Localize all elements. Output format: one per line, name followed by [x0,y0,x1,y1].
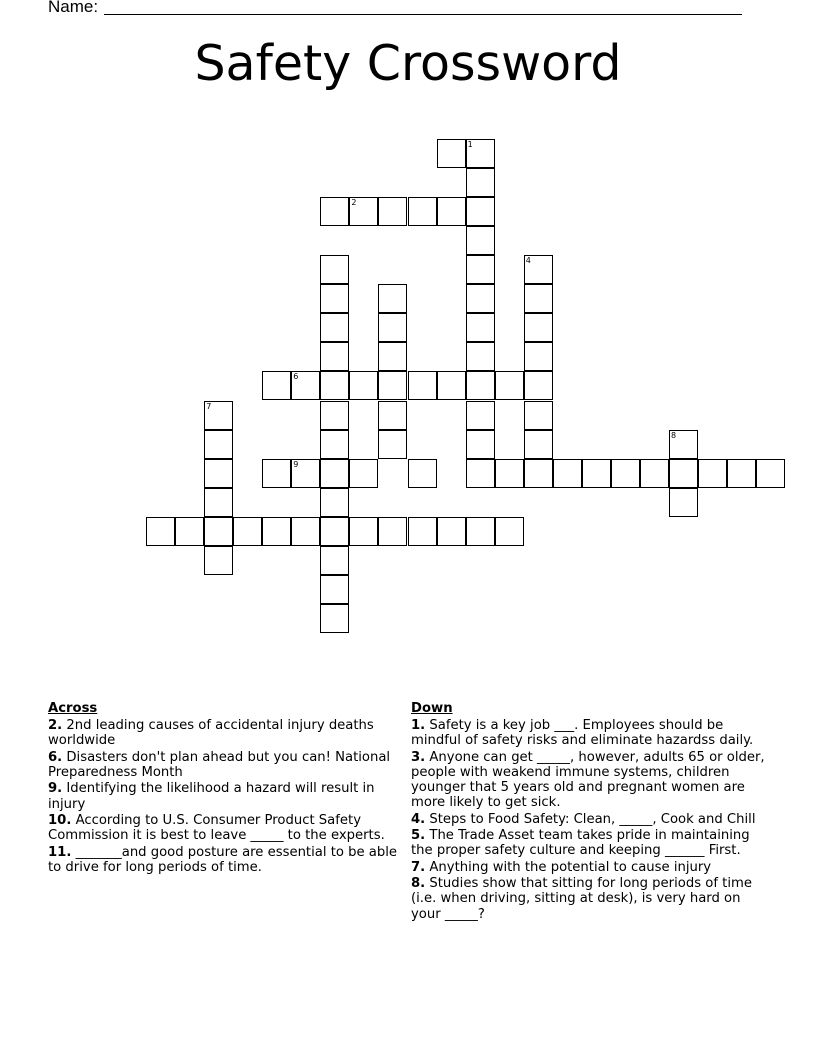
clue-number: 2 [351,198,357,208]
grid-cell[interactable] [204,546,233,575]
grid-cell[interactable] [320,197,349,226]
grid-cell[interactable] [437,371,466,400]
grid-cell[interactable] [437,197,466,226]
grid-cell[interactable] [378,401,407,430]
across-clues [48,701,404,876]
across-clue [48,750,404,780]
grid-cell[interactable] [466,255,495,284]
grid-cell[interactable] [495,517,524,546]
grid-cell[interactable] [466,284,495,313]
down-clues [411,701,773,923]
grid-cell[interactable] [291,371,320,400]
grid-cell[interactable] [262,517,291,546]
grid-cell[interactable] [495,459,524,488]
grid-cell[interactable] [408,371,437,400]
down-clue [411,876,773,922]
grid-cell[interactable] [611,459,640,488]
page-title: Safety Crossword [194,35,622,92]
clue-number: 11. [48,844,72,860]
grid-cell[interactable] [524,255,553,284]
clue-text: The Trade Asset team takes pride in maintaining the proper safety culture and keeping ______ First. [411,828,750,859]
clue-text: _______and good posture are essential to be able to drive for long periods of time. [48,844,398,875]
down-clue [411,718,773,748]
grid-cell[interactable] [320,313,349,342]
grid-cell[interactable] [466,313,495,342]
grid-cell[interactable] [320,430,349,459]
clue-text: Anything with the potential to cause injury [429,859,712,875]
clue-number: 1 [467,140,473,150]
grid-cell[interactable] [582,459,611,488]
grid-cell[interactable] [291,459,320,488]
grid-cell[interactable] [466,371,495,400]
grid-cell[interactable] [378,284,407,313]
grid-cell[interactable] [669,459,698,488]
down-clue [411,860,773,875]
grid-cell[interactable] [669,430,698,459]
grid-cell[interactable] [320,604,349,633]
grid-cell[interactable] [320,342,349,371]
grid-cell[interactable] [408,459,437,488]
clue-number: 3. [411,749,426,765]
grid-cell[interactable] [320,488,349,517]
grid-cell[interactable] [495,371,524,400]
grid-cell[interactable] [466,226,495,255]
clue-text: Studies show that sitting for long periods of time (i.e. when driving, sitting at desk), is very hard on your _____? [411,876,752,922]
grid-cell[interactable] [466,459,495,488]
across-clue [48,845,404,875]
grid-cell[interactable] [320,517,349,546]
across-clue [48,718,404,748]
clue-text: According to U.S. Consumer Product Safety Commission it is best to leave _____ to the experts. [48,812,385,844]
down-heading: Down [411,701,453,716]
grid-cell[interactable] [320,255,349,284]
grid-cell[interactable] [466,517,495,546]
grid-cell[interactable] [262,371,291,400]
clue-number: 9 [293,459,299,469]
grid-cell[interactable] [378,371,407,400]
grid-cell[interactable] [262,459,291,488]
clue-text: Anyone can get _____, however, adults 65 or older, people with weakend immune systems, children younger that 5 years old and pregnant women are more likely to get sick. [411,749,765,811]
grid-cell[interactable] [349,459,378,488]
grid-cell[interactable] [320,546,349,575]
grid-cell[interactable] [320,459,349,488]
grid-cell[interactable] [204,459,233,488]
clue-text: Disasters don't plan ahead but you can! National Preparedness Month [48,749,391,780]
grid-cell[interactable] [756,459,785,488]
grid-cell[interactable] [466,401,495,430]
grid-cell[interactable] [378,430,407,459]
grid-cell[interactable] [727,459,756,488]
across-heading: Across [48,701,98,716]
grid-cell[interactable] [408,517,437,546]
grid-cell[interactable] [349,371,378,400]
across-clue [48,781,404,811]
grid-cell[interactable] [669,488,698,517]
clue-number: 7 [206,401,212,411]
grid-cell[interactable] [320,371,349,400]
grid-cell[interactable] [320,575,349,604]
grid-cell[interactable] [408,197,437,226]
clue-number: 6 [293,372,299,382]
down-clue [411,828,773,858]
clue-number: 9. [48,781,63,797]
across-clue [48,813,404,843]
grid-cell[interactable] [466,197,495,226]
clue-number: 10. [48,812,72,828]
down-clue-list [411,718,773,922]
grid-cell[interactable] [378,342,407,371]
clue-number: 5. [411,828,426,844]
grid-cell[interactable] [146,517,175,546]
down-clue [411,812,773,827]
grid-cell[interactable] [524,459,553,488]
grid-cell[interactable] [437,139,466,168]
grid-cell[interactable] [524,284,553,313]
grid-cell[interactable] [291,517,320,546]
grid-cell[interactable] [466,168,495,197]
clue-number: 7. [411,859,426,875]
down-clue [411,750,773,811]
clue-text: Steps to Food Safety: Clean, _____, Cook and Chill [429,811,756,827]
grid-cell[interactable] [349,517,378,546]
clue-number: 4 [525,256,531,266]
grid-cell[interactable] [378,197,407,226]
grid-cell[interactable] [320,284,349,313]
grid-cell[interactable] [524,313,553,342]
grid-cell[interactable] [378,517,407,546]
grid-cell[interactable] [524,342,553,371]
clue-text: Identifying the likelihood a hazard will result in injury [48,781,375,812]
grid-cell[interactable] [204,488,233,517]
clue-number: 2. [48,718,63,734]
grid-cell[interactable] [466,139,495,168]
grid-cell[interactable] [524,430,553,459]
clue-number: 1. [411,718,426,734]
grid-cell[interactable] [175,517,204,546]
grid-cell[interactable] [378,313,407,342]
clue-number: 6. [48,749,63,765]
grid-cell[interactable] [233,517,262,546]
grid-cell[interactable] [524,401,553,430]
name-label: Name: [48,0,99,16]
grid-cell[interactable] [553,459,582,488]
grid-cell[interactable] [466,342,495,371]
grid-cell[interactable] [204,430,233,459]
clue-number: 4. [411,811,426,827]
grid-cell[interactable] [466,430,495,459]
clue-text: Safety is a key job ___. Employees should be mindful of safety risks and eliminate hazardss daily. [411,718,754,749]
grid-cell[interactable] [698,459,727,488]
grid-cell[interactable] [349,197,378,226]
grid-cell[interactable] [204,517,233,546]
grid-cell[interactable] [524,371,553,400]
across-clue-list [48,718,404,875]
grid-cell[interactable] [640,459,669,488]
clue-text: 2nd leading causes of accidental injury deaths worldwide [48,718,374,749]
clue-number: 8 [671,430,677,440]
grid-cell[interactable] [320,401,349,430]
grid-cell[interactable] [437,517,466,546]
grid-cell[interactable] [204,401,233,430]
clue-number: 8. [411,876,426,892]
